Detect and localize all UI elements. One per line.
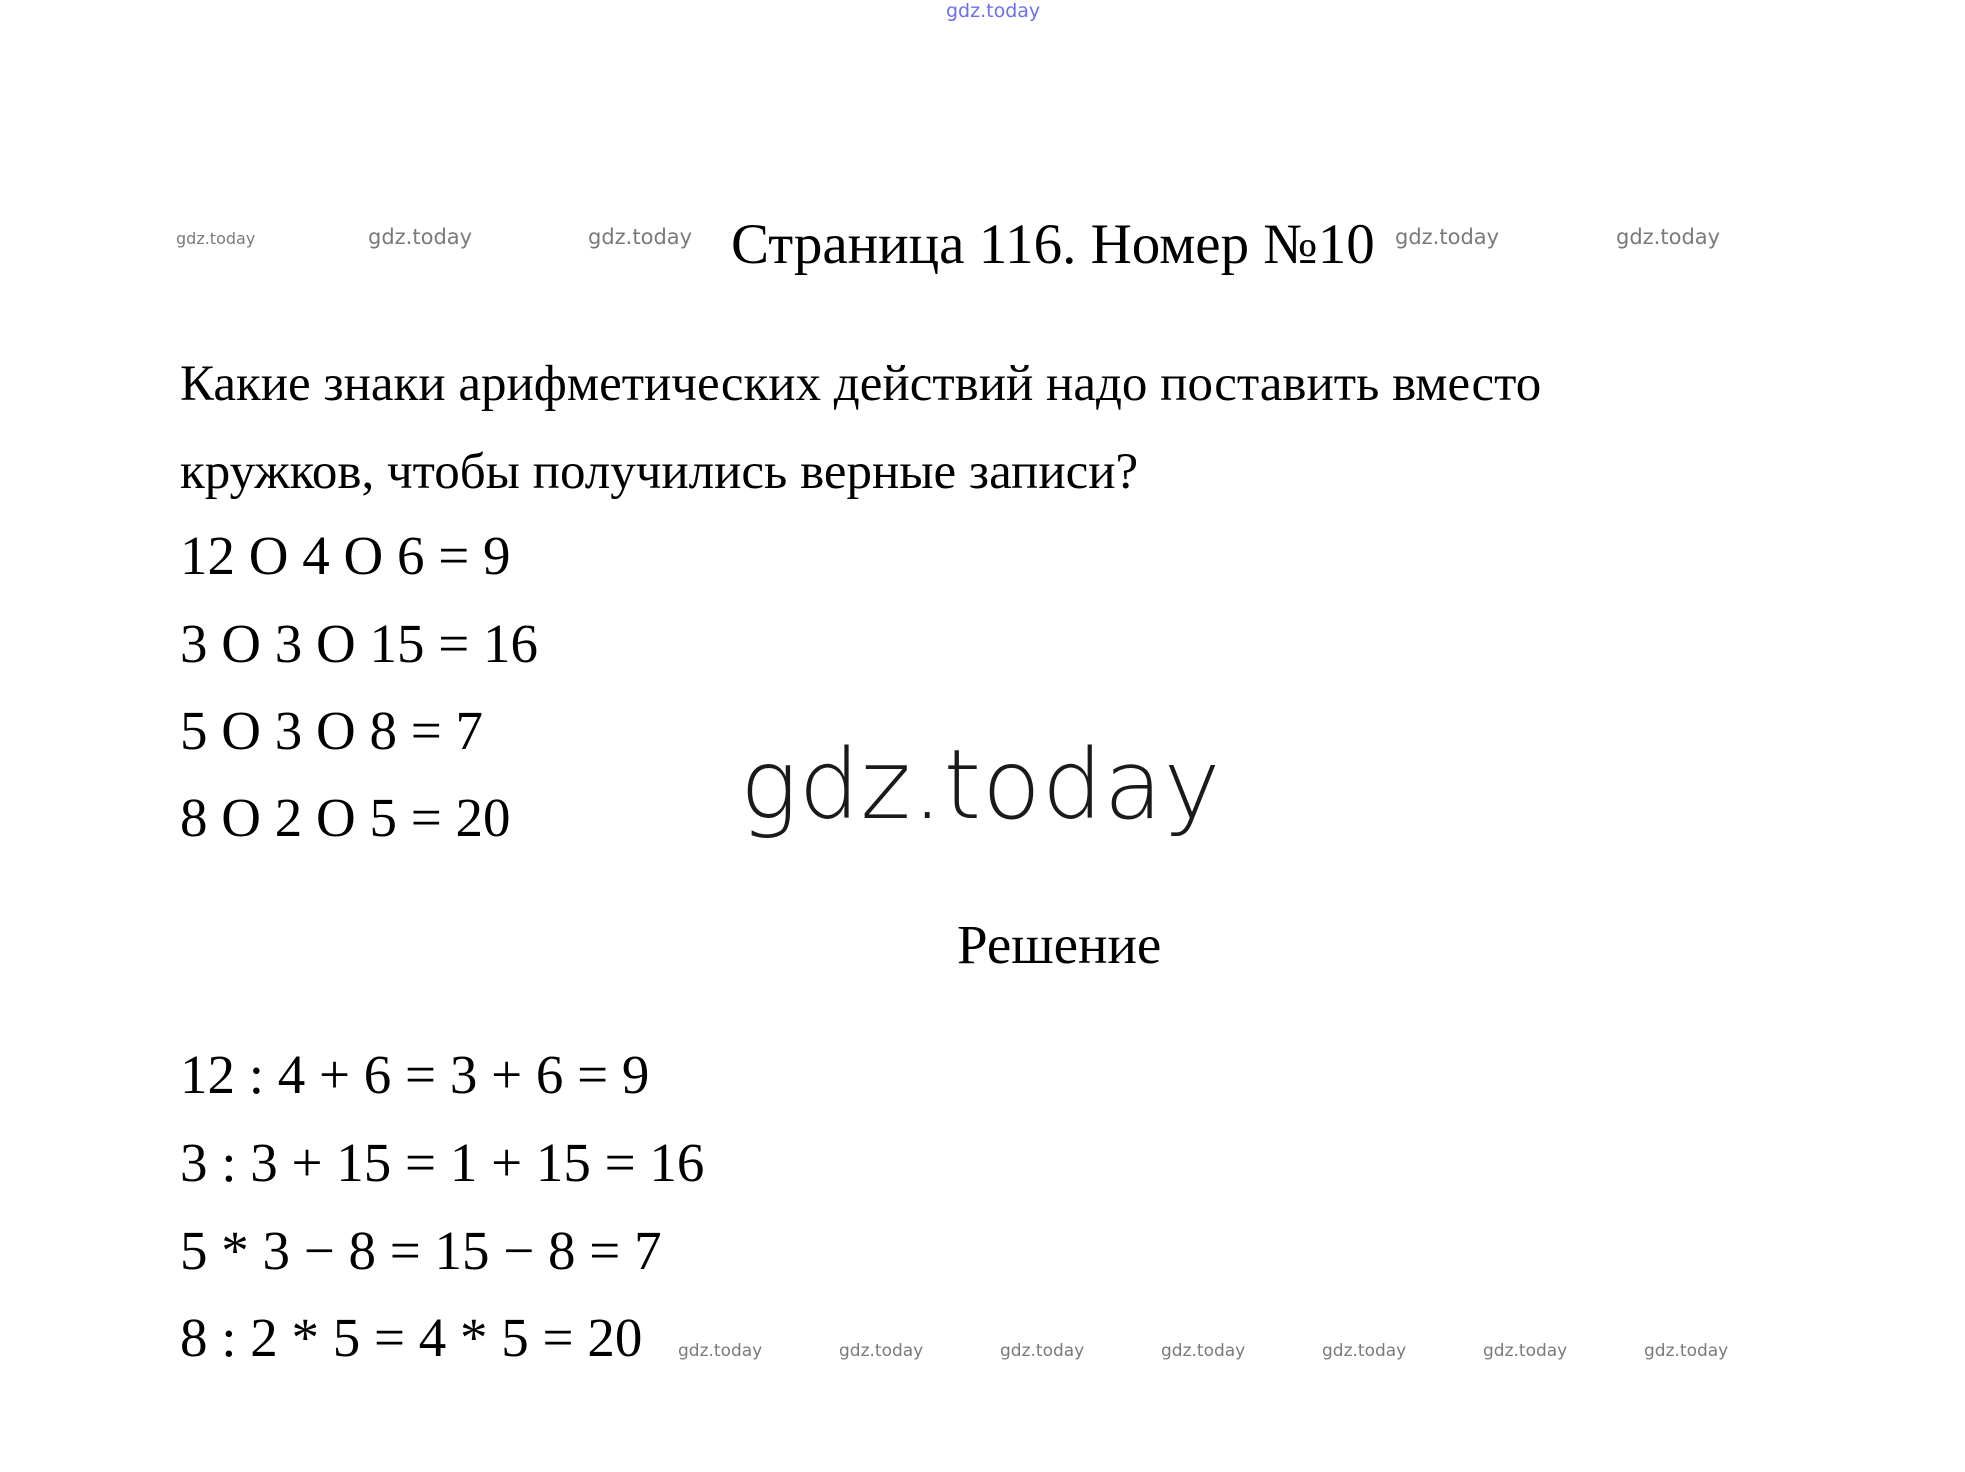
expression: 12 O 4 O 6 = 9 — [180, 525, 511, 586]
task-text — [180, 340, 1820, 516]
watermark: gdz.today — [1483, 1341, 1568, 1361]
page-title: Страница 116. Номер №10 — [731, 213, 1375, 276]
watermark: gdz.today — [1322, 1341, 1407, 1361]
watermark-top: gdz.today — [946, 0, 1041, 22]
solution-line: 12 : 4 + 6 = 3 + 6 = 9 — [180, 1044, 650, 1105]
watermark: gdz.today — [588, 225, 693, 249]
solution-line: 8 : 2 * 5 = 4 * 5 = 20 — [180, 1307, 643, 1368]
task-line: кружков, чтобы получились верные записи? — [180, 444, 1139, 500]
solution-line: 5 * 3 − 8 = 15 − 8 = 7 — [180, 1220, 662, 1281]
watermark: gdz.today — [1616, 225, 1721, 249]
watermark: gdz.today — [678, 1341, 763, 1361]
watermark: gdz.today — [1395, 225, 1500, 249]
expression: 8 O 2 O 5 = 20 — [180, 787, 511, 848]
watermark: gdz.today — [368, 225, 473, 249]
expression: 3 O 3 O 15 = 16 — [180, 613, 538, 674]
watermark-large: gdz.today — [740, 729, 1222, 841]
watermark: gdz.today — [176, 229, 256, 248]
watermark: gdz.today — [1000, 1341, 1085, 1361]
watermark: gdz.today — [1161, 1341, 1246, 1361]
watermark: gdz.today — [1644, 1341, 1729, 1361]
task-line: Какие знаки арифметических действий надо поставить вместо — [180, 356, 1542, 412]
solution-title: Решение — [957, 914, 1162, 975]
solution-line: 3 : 3 + 15 = 1 + 15 = 16 — [180, 1132, 705, 1193]
watermark: gdz.today — [839, 1341, 924, 1361]
expression: 5 O 3 O 8 = 7 — [180, 700, 483, 761]
